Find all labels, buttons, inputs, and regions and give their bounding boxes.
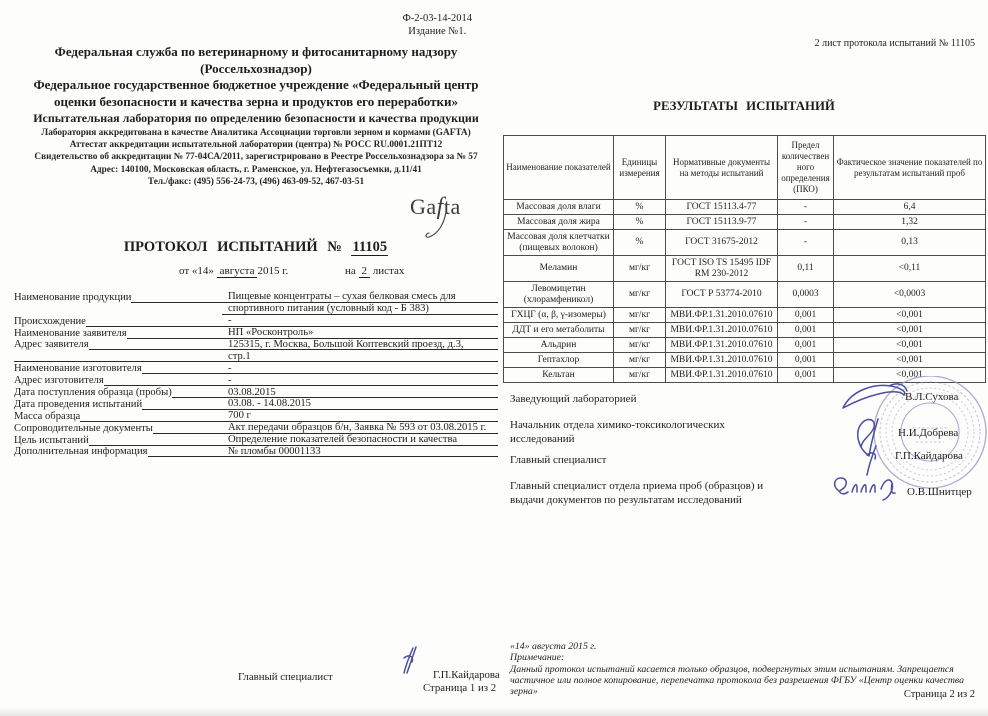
page1-number: Страница 1 из 2 — [423, 682, 497, 694]
table-cell: % — [614, 230, 666, 256]
table-cell: мг/кг — [614, 282, 666, 308]
note-label: Примечание: — [510, 652, 565, 664]
form-code: Ф-2-03-14-2014 — [402, 13, 472, 24]
table-row — [504, 323, 986, 338]
table-cell: <0,001 — [834, 368, 986, 383]
column-header: Фактическое значение показателей по результатам испытаний проб — [834, 136, 986, 200]
page2-number: Страница 2 из 2 — [903, 689, 975, 700]
table-cell: 0,001 — [778, 338, 834, 353]
form-field-value: 700 г — [228, 410, 251, 422]
form-field-value: стр.1 — [228, 350, 251, 362]
table-cell: Массовая доля клетчатки (пищевых волокон) — [504, 230, 614, 256]
table-cell: 0,0003 — [778, 282, 834, 308]
table-cell: МВИ.ФР.1.31.2010.07610 — [666, 323, 778, 338]
protocol-number: 11105 — [352, 239, 388, 255]
accreditation-block — [14, 127, 498, 188]
table-cell: мг/кг — [614, 256, 666, 282]
signatory-title: Главный специалист отдела приема проб (образцов) и выдачи документов по результатам исследований — [510, 480, 764, 506]
form-field-label: Происхождение — [14, 315, 86, 327]
table-cell: мг/кг — [614, 308, 666, 323]
protocol-date: от «14» августа 2015 г. — [179, 265, 289, 277]
form-field-label: Сопроводительные документы — [14, 422, 153, 434]
form-field-value: - — [228, 374, 232, 386]
signatory-title: Главный специалист — [510, 454, 607, 466]
signatory-title: Заведующий лабораторией — [510, 393, 637, 405]
gafta-logo — [410, 194, 461, 221]
page1-signer-name: Г.П.Кайдарова — [433, 669, 500, 681]
table-cell: 0,001 — [778, 308, 834, 323]
edition-label: Издание №1. — [408, 25, 467, 37]
protocol-page-2 — [503, 0, 985, 716]
date-line — [14, 265, 498, 280]
signature-sukhova — [839, 381, 911, 411]
protocol-page-1 — [14, 0, 498, 716]
form-field-value: 125315, г. Москва, Большой Коптевский проезд, д.3, — [228, 338, 464, 350]
accreditation-line: Тел./факс: (495) 556-24-73, (496) 463-09-52, 467-03-51 — [147, 176, 365, 187]
form-field-value: спортивного питания (условный код - Б 383) — [228, 303, 429, 315]
form-field-label: Наименование продукции — [14, 291, 132, 303]
table-cell: % — [614, 215, 666, 230]
table-cell: Массовая доля жира — [504, 215, 614, 230]
note-text: Данный протокол испытаний касается только образцов, подвергнутых этим испытаниям. Запрещается частичное или полное копирование, перепечатка протокола без разрешения ФГБУ «Центр оценки качества зерна» — [510, 663, 964, 698]
form-field-underline — [148, 445, 499, 458]
column-header: Наименование показателей — [504, 136, 614, 200]
gafta-logo-text: ta — [443, 194, 461, 219]
column-header: Нормативные документы на методы испытаний — [666, 136, 778, 200]
form-row — [14, 291, 498, 303]
table-cell: Массовая доля влаги — [504, 200, 614, 215]
form-field-value: № пломбы 00001133 — [228, 445, 321, 457]
table-row — [504, 215, 986, 230]
table-cell: МВИ.ФР.1.31.2010.07610 — [666, 338, 778, 353]
table-cell: мг/кг — [614, 338, 666, 353]
table-cell: ГОСТ 15113.9-77 — [666, 215, 778, 230]
signature-kaydarova — [863, 444, 883, 478]
form-field-label: Наименование изготовителя — [14, 363, 142, 375]
signatory-name: О.В.Шнитцер — [907, 486, 972, 498]
table-cell: - — [778, 230, 834, 256]
accreditation-line: Аттестат аккредитации испытательной лаборатории (центра) № РОСС RU.0001.21ПТ12 — [69, 140, 443, 151]
column-header: Единицы измерения — [614, 136, 666, 200]
accreditation-line: Свидетельство об аккредитации № 77-04СА/2011, зарегистрировано в Реестре Россельхознадзора за № 57 — [34, 152, 478, 163]
form-field-label: Цель испытаний — [14, 434, 89, 446]
table-cell: МВИ.ФР.1.31.2010.07610 — [666, 368, 778, 383]
signatory-name: Н.И.Добрева — [898, 427, 959, 439]
gafta-logo-text: Ga — [410, 194, 437, 219]
form-field-label: Наименование заявителя — [14, 327, 127, 339]
table-cell: Альдрин — [504, 338, 614, 353]
signature-kaydarova-page1 — [398, 645, 422, 675]
form-code-block — [402, 13, 472, 38]
protocol-title — [14, 239, 498, 256]
table-cell: <0,001 — [834, 323, 986, 338]
form-field-label: Дополнительная информация — [14, 446, 148, 458]
form-row — [14, 434, 498, 446]
results-table — [503, 135, 986, 383]
accreditation-line: Адрес: 140100, Московская область, г. Раменское, ул. Нефтегазосъемки, д.11/41 — [90, 164, 422, 175]
org-header-line: (Россельхознадзор) — [200, 60, 312, 76]
table-cell: мг/кг — [614, 368, 666, 383]
table-cell: <0,001 — [834, 308, 986, 323]
table-cell: ДДТ и его метаболиты — [504, 323, 614, 338]
org-header-line: Федеральное государственное бюджетное учреждение «Федеральный центр оценки безопасности и качества зерна и продуктов его переработки» — [33, 77, 479, 109]
org-header-line: Испытательная лаборатория по определению безопасности и качества продукции — [33, 111, 479, 125]
scan-edge-shadow — [0, 707, 988, 716]
form-field-value: - — [228, 315, 232, 327]
table-cell: 1,32 — [834, 215, 986, 230]
results-table-body — [504, 200, 986, 383]
table-cell: МВИ.ФР.1.31.2010.07610 — [666, 308, 778, 323]
table-cell: <0,11 — [834, 256, 986, 282]
table-cell: <0,001 — [834, 338, 986, 353]
sample-info-form — [14, 291, 498, 457]
table-cell: ГОСТ 15113.4-77 — [666, 200, 778, 215]
table-cell: <0,001 — [834, 353, 986, 368]
table-cell: % — [614, 200, 666, 215]
table-cell: 0,11 — [778, 256, 834, 282]
table-cell: Меламин — [504, 256, 614, 282]
form-field-value: Пищевые концентраты – сухая белковая смесь для — [228, 291, 456, 303]
table-cell: 6,4 — [834, 200, 986, 215]
gafta-logo-text: f — [436, 194, 444, 220]
form-field-value: НП «Росконтроль» — [228, 327, 314, 339]
form-row — [14, 446, 498, 458]
sheets-count: на 2 листах — [345, 265, 405, 277]
sheet-header: 2 лист протокола испытаний № 11105 — [814, 38, 975, 49]
table-row — [504, 338, 986, 353]
table-cell: МВИ.ФР.1.31.2010.07610 — [666, 353, 778, 368]
form-field-label: Дата поступления образца (пробы) — [14, 387, 172, 399]
table-cell: Кельтан — [504, 368, 614, 383]
results-table-header-row — [504, 136, 986, 200]
organization-header — [14, 44, 498, 127]
page1-signer-role: Главный специалист — [238, 671, 333, 683]
form-field-value: Акт передачи образцов б/н, Заявка № 593 от 03.08.2015 г. — [228, 422, 487, 434]
table-cell: ГХЦГ (α, β, γ-изомеры) — [504, 308, 614, 323]
table-cell: - — [778, 200, 834, 215]
table-cell: <0,0003 — [834, 282, 986, 308]
table-cell: Гептахлор — [504, 353, 614, 368]
form-field-value: - — [228, 362, 232, 374]
form-field-value: 03.08. - 14.08.2015 — [228, 398, 311, 410]
signatory-title: Начальник отдела химико-токсикологических исследований — [510, 419, 725, 445]
form-field-label: Дата проведения испытаний — [14, 398, 143, 410]
table-cell: ГОСТ 31675-2012 — [666, 230, 778, 256]
table-cell: ГОСТ ISO TS 15495 IDF RM 230-2012 — [666, 256, 778, 282]
accreditation-line: Лаборатория аккредитована в качестве Аналитика Ассоциации торговли зерном и кормами (GAFTA) — [41, 128, 471, 138]
results-title: РЕЗУЛЬТАТЫ ИСПЫТАНИЙ — [653, 99, 835, 113]
protocol-title-text: ПРОТОКОЛ ИСПЫТАНИЙ № — [123, 239, 342, 255]
table-row — [504, 353, 986, 368]
table-cell: 0,13 — [834, 230, 986, 256]
signatory-name: В.Л.Сухова — [905, 391, 959, 403]
table-row — [504, 256, 986, 282]
table-cell: 0,001 — [778, 323, 834, 338]
form-row — [14, 422, 498, 434]
note-date: «14» августа 2015 г. — [510, 641, 597, 652]
table-row — [504, 308, 986, 323]
table-cell: мг/кг — [614, 323, 666, 338]
form-field-label: Масса образца — [14, 410, 81, 422]
form-field-value: 03.08.2015 — [228, 386, 276, 398]
signatory-name: Г.П.Кайдарова — [895, 450, 963, 462]
table-row — [504, 200, 986, 215]
table-row — [504, 230, 986, 256]
column-header: Предел количественного определения (ПКО) — [778, 136, 834, 200]
table-cell: Левомицетин (хлорамфеникол) — [504, 282, 614, 308]
org-header-line: Федеральная служба по ветеринарному и фитосанитарному надзору — [54, 44, 458, 59]
signature-shnitzer — [829, 474, 915, 504]
table-cell: мг/кг — [614, 353, 666, 368]
table-cell: 0,001 — [778, 353, 834, 368]
form-field-value: Определение показателей безопасности и качества — [228, 434, 458, 446]
table-cell: - — [778, 215, 834, 230]
table-row — [504, 282, 986, 308]
form-field-label: Адрес заявителя — [14, 339, 89, 351]
table-cell: ГОСТ Р 53774-2010 — [666, 282, 778, 308]
form-field-label: Адрес изготовителя — [14, 375, 104, 387]
table-cell: 0,001 — [778, 368, 834, 383]
